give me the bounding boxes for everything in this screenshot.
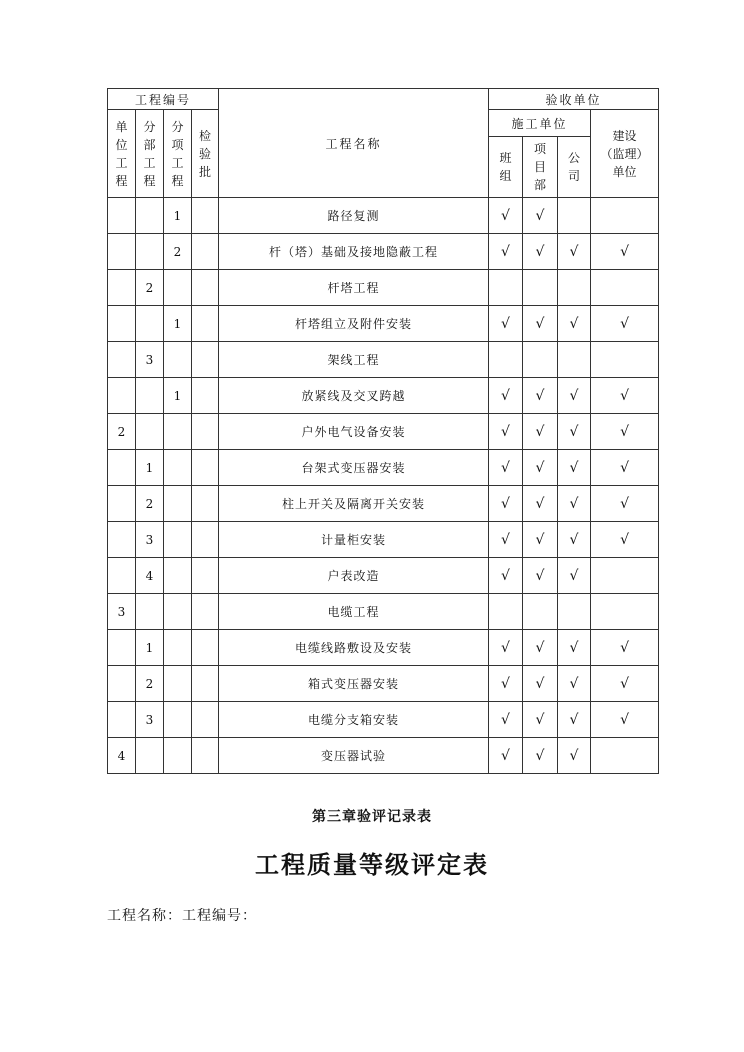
batch-cell (192, 702, 219, 738)
batch-cell (192, 738, 219, 774)
unit-cell (108, 666, 136, 702)
item-cell (164, 558, 192, 594)
team-check: √ (489, 702, 523, 738)
project-name-header: 工程名称 (219, 89, 489, 198)
document-title: 工程质量等级评定表 (255, 850, 489, 879)
company-check: √ (558, 738, 591, 774)
build-unit-check: √ (591, 414, 659, 450)
item-cell (164, 738, 192, 774)
build-unit-check: √ (591, 702, 659, 738)
team-check (489, 270, 523, 306)
project-name-cell: 户表改造 (219, 558, 489, 594)
table-body (108, 198, 659, 774)
unit-cell (108, 486, 136, 522)
company-check (558, 270, 591, 306)
company-check: √ (558, 378, 591, 414)
acceptance-unit-header: 验收单位 (489, 89, 659, 110)
company-check: √ (558, 450, 591, 486)
part-cell: 4 (136, 558, 164, 594)
table-row (108, 666, 659, 702)
company-check: √ (558, 306, 591, 342)
project-dept-header: 项 目 部 (523, 137, 558, 198)
unit-cell (108, 198, 136, 234)
batch-cell (192, 198, 219, 234)
table-row (108, 594, 659, 630)
table-row (108, 630, 659, 666)
item-cell (164, 630, 192, 666)
dept-check: √ (523, 198, 558, 234)
build-unit-check (591, 594, 659, 630)
inspection-batch-header: 检 验 批 (192, 110, 219, 198)
build-unit-check: √ (591, 666, 659, 702)
team-check: √ (489, 450, 523, 486)
item-cell (164, 342, 192, 378)
company-check: √ (558, 522, 591, 558)
unit-cell: 2 (108, 414, 136, 450)
chapter-caption: 第三章验评记录表 (312, 809, 432, 825)
table-row (108, 702, 659, 738)
table-row (108, 522, 659, 558)
batch-cell (192, 630, 219, 666)
item-cell (164, 414, 192, 450)
build-unit-check: √ (591, 450, 659, 486)
batch-cell (192, 270, 219, 306)
company-check: √ (558, 234, 591, 270)
dept-check (523, 342, 558, 378)
part-cell (136, 234, 164, 270)
team-check: √ (489, 666, 523, 702)
dept-check: √ (523, 630, 558, 666)
unit-cell (108, 234, 136, 270)
batch-cell (192, 522, 219, 558)
part-cell (136, 198, 164, 234)
table-row (108, 450, 659, 486)
table-row (108, 306, 659, 342)
part-cell: 3 (136, 522, 164, 558)
table-row (108, 558, 659, 594)
unit-cell (108, 450, 136, 486)
unit-cell (108, 702, 136, 738)
project-number-header: 工程编号 (108, 89, 219, 110)
dept-check (523, 594, 558, 630)
company-check: √ (558, 702, 591, 738)
item-cell (164, 270, 192, 306)
acceptance-table (107, 88, 659, 774)
batch-cell (192, 378, 219, 414)
dept-check: √ (523, 558, 558, 594)
project-meta-line: 工程名称：工程编号： (107, 908, 257, 924)
company-check (558, 198, 591, 234)
unit-cell: 3 (108, 594, 136, 630)
project-name-cell: 路径复测 (219, 198, 489, 234)
batch-cell (192, 594, 219, 630)
part-cell: 3 (136, 342, 164, 378)
item-project-header: 分 项 工 程 (164, 110, 192, 198)
construction-unit-header: 施工单位 (489, 110, 591, 137)
build-unit-check (591, 738, 659, 774)
dept-check: √ (523, 522, 558, 558)
batch-cell (192, 666, 219, 702)
team-check: √ (489, 738, 523, 774)
project-name-cell: 电缆线路敷设及安装 (219, 630, 489, 666)
batch-cell (192, 342, 219, 378)
project-name-cell: 电缆分支箱安装 (219, 702, 489, 738)
table-row (108, 198, 659, 234)
company-check (558, 342, 591, 378)
table-row (108, 414, 659, 450)
item-cell (164, 594, 192, 630)
unit-cell: 4 (108, 738, 136, 774)
part-cell (136, 414, 164, 450)
dept-check (523, 270, 558, 306)
part-cell (136, 594, 164, 630)
part-project-header: 分 部 工 程 (136, 110, 164, 198)
item-cell (164, 486, 192, 522)
dept-check: √ (523, 702, 558, 738)
project-name-cell: 电缆工程 (219, 594, 489, 630)
company-check: √ (558, 666, 591, 702)
project-name-cell: 放紧线及交叉跨越 (219, 378, 489, 414)
project-name-cell: 台架式变压器安装 (219, 450, 489, 486)
part-cell (136, 738, 164, 774)
company-check (558, 594, 591, 630)
batch-cell (192, 306, 219, 342)
project-name-cell: 杆塔组立及附件安装 (219, 306, 489, 342)
dept-check: √ (523, 306, 558, 342)
unit-cell (108, 558, 136, 594)
unit-project-header: 单 位 工 程 (108, 110, 136, 198)
item-cell: 1 (164, 378, 192, 414)
build-unit-check (591, 558, 659, 594)
build-unit-check (591, 198, 659, 234)
batch-cell (192, 414, 219, 450)
table-row (108, 378, 659, 414)
table-row (108, 738, 659, 774)
build-unit-check: √ (591, 306, 659, 342)
team-check: √ (489, 234, 523, 270)
project-name-cell: 户外电气设备安装 (219, 414, 489, 450)
table-row (108, 342, 659, 378)
part-cell: 2 (136, 270, 164, 306)
part-cell: 1 (136, 630, 164, 666)
dept-check: √ (523, 378, 558, 414)
part-cell: 2 (136, 666, 164, 702)
build-unit-check: √ (591, 378, 659, 414)
team-check (489, 342, 523, 378)
team-header: 班 组 (489, 137, 523, 198)
batch-cell (192, 558, 219, 594)
build-unit-check: √ (591, 234, 659, 270)
project-name-cell: 变压器试验 (219, 738, 489, 774)
part-cell: 3 (136, 702, 164, 738)
batch-cell (192, 234, 219, 270)
item-cell (164, 666, 192, 702)
part-cell (136, 306, 164, 342)
batch-cell (192, 450, 219, 486)
team-check: √ (489, 306, 523, 342)
build-unit-check: √ (591, 486, 659, 522)
team-check: √ (489, 558, 523, 594)
part-cell (136, 378, 164, 414)
unit-cell (108, 630, 136, 666)
build-unit-check (591, 270, 659, 306)
dept-check: √ (523, 738, 558, 774)
project-name-cell: 柱上开关及隔离开关安装 (219, 486, 489, 522)
unit-cell (108, 342, 136, 378)
company-check: √ (558, 414, 591, 450)
project-name-cell: 杆塔工程 (219, 270, 489, 306)
part-cell: 2 (136, 486, 164, 522)
unit-cell (108, 522, 136, 558)
team-check: √ (489, 198, 523, 234)
table-row (108, 486, 659, 522)
dept-check: √ (523, 450, 558, 486)
unit-cell (108, 270, 136, 306)
table-row (108, 270, 659, 306)
unit-cell (108, 306, 136, 342)
team-check (489, 594, 523, 630)
table-row (108, 234, 659, 270)
build-unit-check (591, 342, 659, 378)
item-cell (164, 450, 192, 486)
item-cell (164, 522, 192, 558)
dept-check: √ (523, 414, 558, 450)
team-check: √ (489, 486, 523, 522)
unit-cell (108, 378, 136, 414)
build-unit-check: √ (591, 630, 659, 666)
part-cell: 1 (136, 450, 164, 486)
dept-check: √ (523, 666, 558, 702)
item-cell: 1 (164, 306, 192, 342)
item-cell (164, 702, 192, 738)
item-cell: 1 (164, 198, 192, 234)
team-check: √ (489, 378, 523, 414)
project-name-cell: 杆（塔）基础及接地隐蔽工程 (219, 234, 489, 270)
team-check: √ (489, 522, 523, 558)
project-name-cell: 箱式变压器安装 (219, 666, 489, 702)
batch-cell (192, 486, 219, 522)
company-check: √ (558, 630, 591, 666)
build-unit-check: √ (591, 522, 659, 558)
dept-check: √ (523, 486, 558, 522)
item-cell: 2 (164, 234, 192, 270)
team-check: √ (489, 414, 523, 450)
project-name-cell: 架线工程 (219, 342, 489, 378)
build-unit-header: 建设 （监理） 单位 (591, 110, 659, 198)
project-name-cell: 计量柜安装 (219, 522, 489, 558)
team-check: √ (489, 630, 523, 666)
dept-check: √ (523, 234, 558, 270)
company-check: √ (558, 486, 591, 522)
company-header: 公 司 (558, 137, 591, 198)
company-check: √ (558, 558, 591, 594)
